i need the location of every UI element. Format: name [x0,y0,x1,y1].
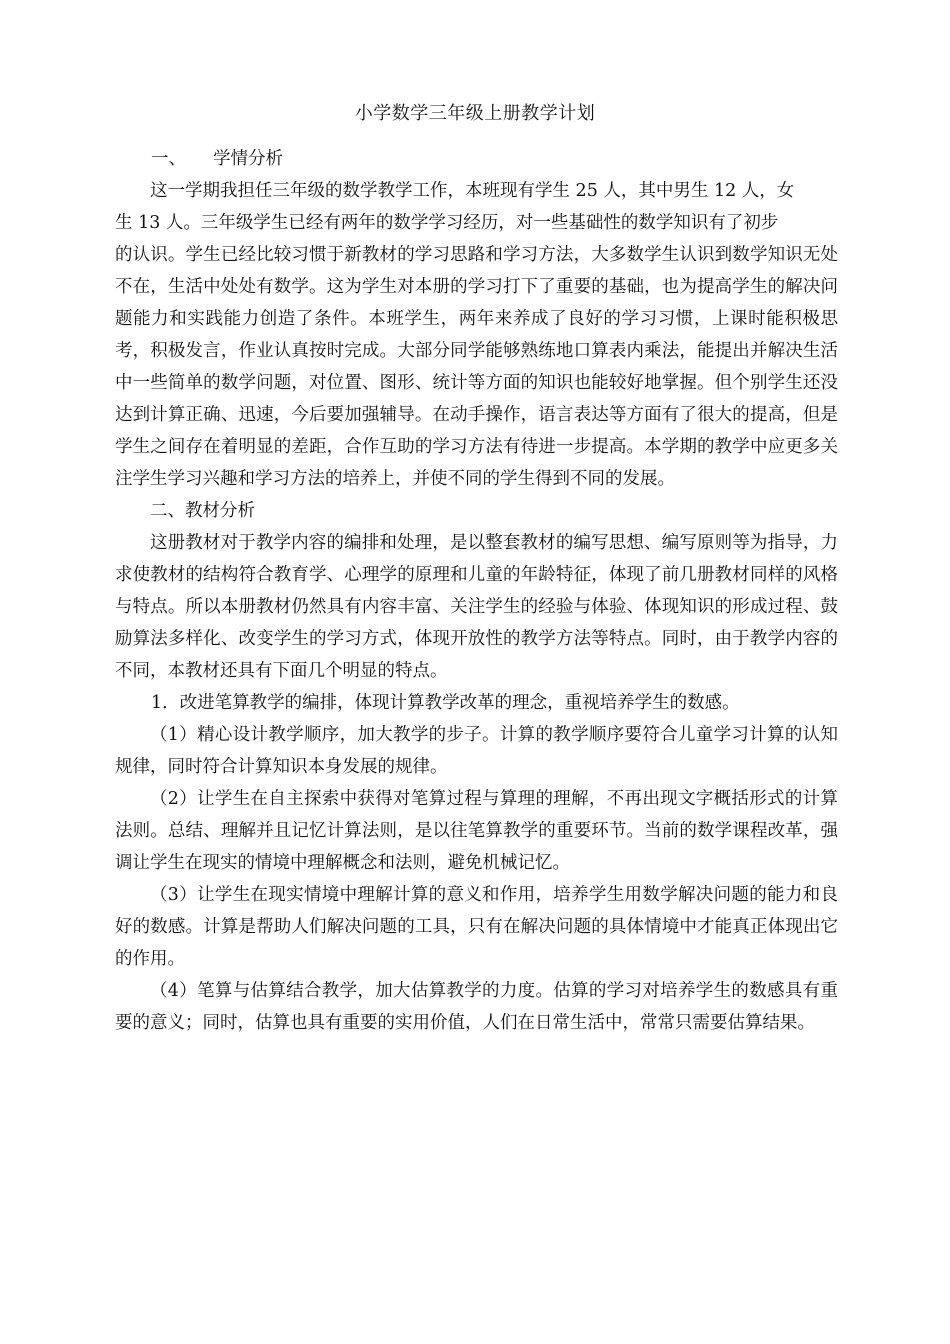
section-1-paragraph-line-1: 这一学期我担任三年级的数学教学工作，本班现有学生 25 人，其中男生 12 人，女 [150,181,795,201]
section-1-paragraph-rest: 的认识。学生已经比较习惯于新教材的学习思路和学习方法，大多数学生认识到数学知识无处不在，生活中处处有数学。这为学生对本册的学习打下了重要的基础，也为提高学生的解决问题能力和实践能力创造了条件。本班学生，两年来养成了良好的学习习惯，上课时能积极思考，积极发言，作业认真按时完成。大部分同学能够熟练地口算表内乘法，能提出并解决生活中一些简单的数学问题，对位置、图形、统计等方面的知识也能较好地掌握。但个别学生还没达到计算正确、迅速，今后要加强辅导。在动手操作，语言表达等方面有了很大的提高，但是学生之间存在着明显的差距，合作互助的学习方法有待进一步提高。本学期的教学中应更多关注学生学习兴趣和学习方法的培养上，并使不同的学生得到不同的发展。 [115,245,838,489]
section-2-paragraph: 这册教材对于教学内容的编排和处理，是以整套教材的编写思想、编写原则等为指导，力求使教材的结构符合教育学、心理学的原理和儿童的年龄特征，体现了前几册教材同样的风格与特点。所以本册教材仍然具有内容丰富、关注学生的经验与体验、体现知识的形成过程、鼓励算法多样化、改变学生的学习方式，体现开放性的教学方法等特点。同时，由于教学内容的不同，本教材还具有下面几个明显的特点。 [115,533,838,681]
section-1-title: 学情分析 [213,149,283,169]
document-title: 小学数学三年级上册教学计划 [354,103,596,124]
section-2-heading: 二、教材分析 [150,501,255,521]
section-1-paragraph-line-2: 生 13 人。三年级学生已经有两年的数学学习经历，对一些基础性的数学知识有了初步 [115,213,779,233]
section-1-heading [115,143,838,175]
sub-item-3: （3）让学生在现实情境中理解计算的意义和作用，培养学生用数学解决问题的能力和良好的数感。计算是帮助人们解决问题的工具，只有在解决问题的具体情境中才能真正体现出它的作用。 [115,885,838,969]
section-2-point-1: 1．改进笔算教学的编排，体现计算教学改革的理念，重视培养学生的数感。 [151,693,740,713]
sub-item-2: （2）让学生在自主探索中获得对笔算过程与算理的理解，不再出现文字概括形式的计算法则。总结、理解并且记忆计算法则，是以往笔算教学的重要环节。当前的数学课程改革，强调让学生在现实的情境中理解概念和法则，避免机械记忆。 [115,789,838,873]
document-body [115,143,838,1039]
section-1-number: 一、 [151,149,186,169]
sub-item-4: （4）笔算与估算结合教学，加大估算教学的力度。估算的学习对培养学生的数感具有重要的意义；同时，估算也具有重要的实用价值，人们在日常生活中，常常只需要估算结果。 [115,981,838,1033]
sub-item-1: （1）精心设计教学顺序，加大教学的步子。计算的教学顺序要符合儿童学习计算的认知规律，同时符合计算知识本身发展的规律。 [115,725,838,777]
